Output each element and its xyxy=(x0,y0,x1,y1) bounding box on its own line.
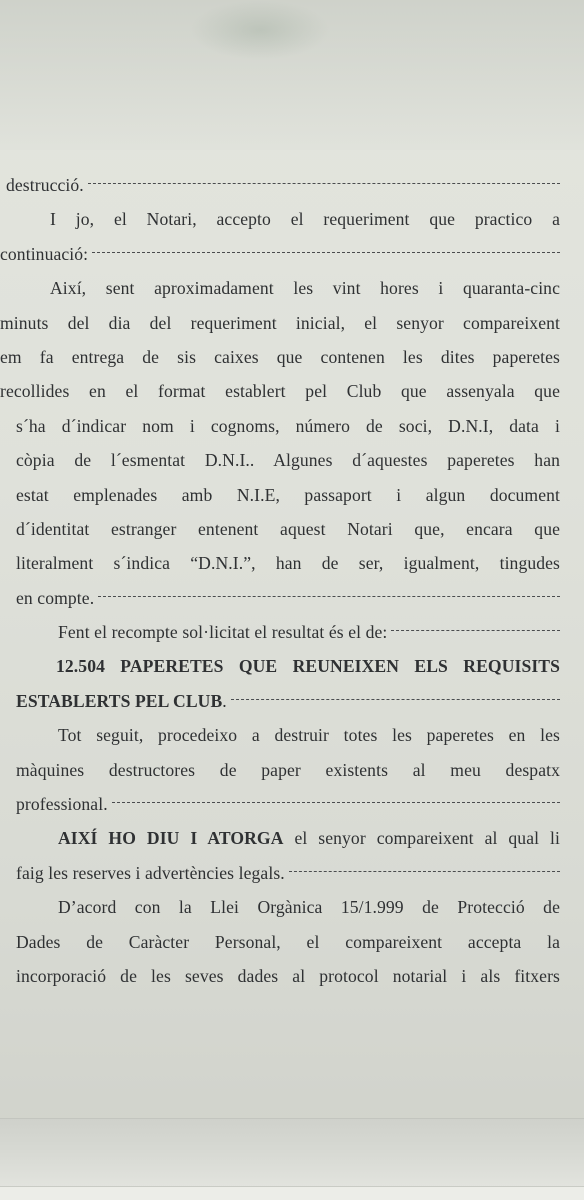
dash-fill xyxy=(112,802,560,803)
text-line: en compte. xyxy=(0,581,560,615)
dash-fill xyxy=(98,596,560,597)
text-line: literalment s´indica “D.N.I.”, han de ser, igualment, tingudes xyxy=(16,553,560,574)
paper-smudge xyxy=(190,0,330,60)
text-line: destrucció. xyxy=(0,168,560,202)
text-line: em fa entrega de sis caixes que contenen les dites paperetes xyxy=(0,346,560,367)
text-line-heading: 12.504 PAPERETES QUE REUNEIXEN ELS REQUISITS xyxy=(56,656,560,677)
text-line: s´ha d´indicar nom i cognoms, número de soci, D.N.I, data i xyxy=(16,415,560,436)
dash-fill xyxy=(231,699,560,700)
text-line: faig les reserves i advertències legals. xyxy=(0,856,560,890)
dash-fill xyxy=(391,630,560,631)
text-line: estat emplenades amb N.I.E, passaport i algun document xyxy=(16,484,560,505)
text-line: minuts del dia del requeriment inicial, el senyor compareixent xyxy=(0,312,560,333)
text-line: Fent el recompte sol·licitat el resultat és el de: xyxy=(0,615,560,649)
text-line: màquines destructores de paper existents al meu despatx xyxy=(16,759,560,780)
dash-fill xyxy=(289,871,560,872)
text-line: Tot seguit, procedeixo a destruir totes les paperetes en les xyxy=(58,725,560,746)
text-line: còpia de l´esmentat D.N.I.. Algunes d´aquestes paperetes han xyxy=(16,450,560,471)
text-line: I jo, el Notari, accepto el requeriment que practico a xyxy=(50,209,560,230)
sheet-edge xyxy=(0,1186,584,1200)
text-line: D’acord con la Llei Orgànica 15/1.999 de Protecció de xyxy=(58,897,560,918)
text-line: professional. xyxy=(0,787,560,821)
text-line: AIXÍ HO DIU I ATORGA el senyor compareixent al qual li xyxy=(58,828,560,849)
text-line: Dades de Caràcter Personal, el compareixent accepta la xyxy=(16,931,560,952)
text-line: recollides en el format establert pel Club que assenyala que xyxy=(0,381,560,402)
text-line: ESTABLERTS PEL CLUB . xyxy=(0,684,560,718)
text-line: incorporació de les seves dades al protocol notarial i als fitxers xyxy=(16,965,560,986)
text-line: continuació: xyxy=(0,237,560,271)
notarial-text xyxy=(0,168,560,993)
dash-fill xyxy=(92,252,560,253)
text-line: Així, sent aproximadament les vint hores i quaranta-cinc xyxy=(50,278,560,299)
text-line: d´identitat estranger entenent aquest Notari que, encara que xyxy=(16,518,560,539)
dash-fill xyxy=(88,183,560,184)
